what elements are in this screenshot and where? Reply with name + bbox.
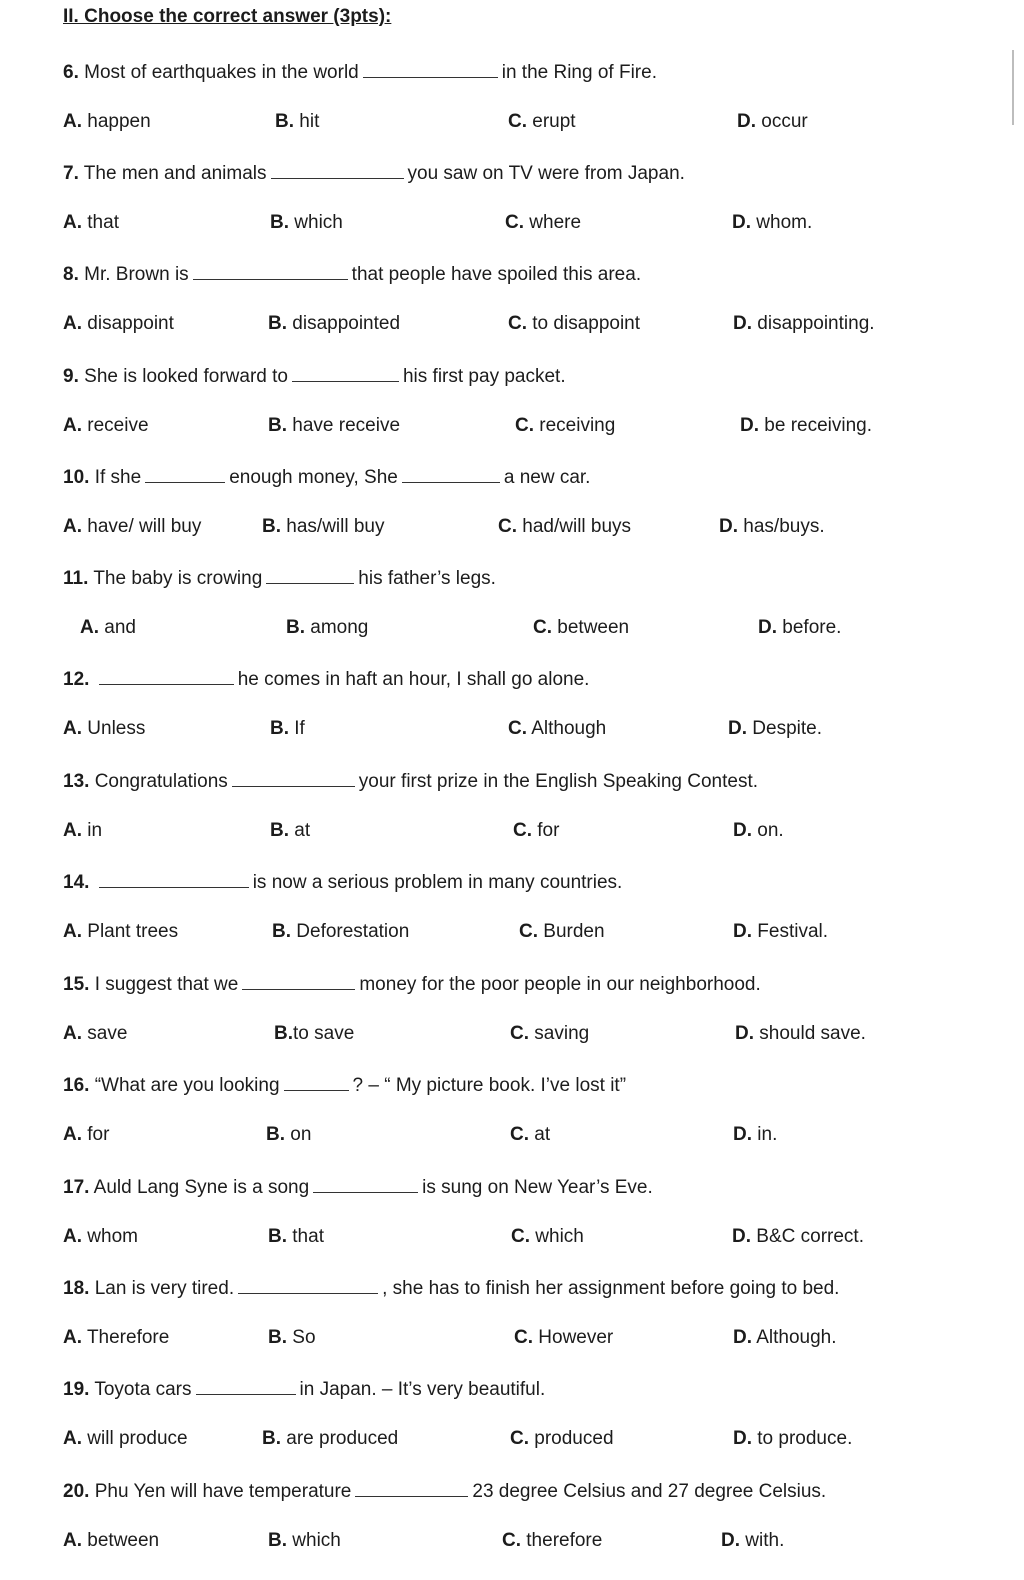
option-letter: C. xyxy=(510,1023,529,1044)
option-b[interactable] xyxy=(270,717,305,741)
question-11 xyxy=(63,566,496,590)
option-text: Therefore xyxy=(86,1327,170,1348)
question-8 xyxy=(63,262,641,286)
option-letter: A. xyxy=(63,1530,82,1551)
question-stem: Congratulations xyxy=(94,771,228,792)
question-number: 18. xyxy=(63,1278,90,1299)
option-text: disappointed xyxy=(292,313,401,334)
option-letter: C. xyxy=(519,921,538,942)
option-letter: C. xyxy=(508,111,527,132)
question-number: 17. xyxy=(63,1177,90,1198)
option-letter: B. xyxy=(275,111,294,132)
question-stem-end: , she has to finish her assignment before going to bed. xyxy=(382,1278,840,1299)
option-a[interactable] xyxy=(63,1529,159,1553)
option-letter: A. xyxy=(63,111,82,132)
question-17 xyxy=(63,1175,653,1199)
option-text: that xyxy=(292,1226,324,1247)
option-letter: B. xyxy=(268,415,287,436)
option-b[interactable] xyxy=(268,1225,324,1249)
option-letter: C. xyxy=(502,1530,521,1551)
option-text: before. xyxy=(782,617,842,638)
option-letter: B. xyxy=(272,921,291,942)
question-stem-end: is sung on New Year’s Eve. xyxy=(422,1177,653,1198)
option-text: which xyxy=(294,212,343,233)
answer-blank[interactable] xyxy=(99,667,234,685)
option-text: receive xyxy=(87,415,149,436)
question-stem-end: is now a serious problem in many countries. xyxy=(252,872,623,893)
option-a[interactable] xyxy=(63,312,174,336)
option-letter: C. xyxy=(515,415,534,436)
question-7 xyxy=(63,161,685,185)
option-b[interactable] xyxy=(268,414,400,438)
option-text: are produced xyxy=(286,1428,399,1449)
question-stem-end: his first pay packet. xyxy=(402,366,566,387)
answer-blank[interactable] xyxy=(363,60,498,78)
option-text: whom xyxy=(87,1226,138,1247)
option-letter: C. xyxy=(533,617,552,638)
option-d[interactable] xyxy=(733,819,784,843)
option-text: between xyxy=(87,1530,160,1551)
option-c[interactable] xyxy=(508,717,606,741)
option-letter: A. xyxy=(63,313,82,334)
answer-blank[interactable] xyxy=(402,465,500,483)
option-letter: B. xyxy=(262,1428,281,1449)
question-13 xyxy=(63,769,758,793)
option-letter: D. xyxy=(732,1226,751,1247)
scan-edge-line xyxy=(1012,50,1014,125)
option-a[interactable] xyxy=(63,1123,109,1147)
option-letter: C. xyxy=(498,516,517,537)
option-text: at xyxy=(534,1124,551,1145)
option-a[interactable] xyxy=(63,414,149,438)
option-d[interactable] xyxy=(740,414,872,438)
option-letter: D. xyxy=(733,313,752,334)
question-12 xyxy=(63,667,589,691)
question-15 xyxy=(63,972,761,996)
option-letter: B. xyxy=(286,617,305,638)
option-text: had/will buys xyxy=(522,516,632,537)
option-text: and xyxy=(104,617,136,638)
question-14 xyxy=(63,870,622,894)
question-number: 20. xyxy=(63,1481,90,1502)
option-c[interactable] xyxy=(508,312,640,336)
option-letter: D. xyxy=(719,516,738,537)
question-stem: I suggest that we xyxy=(94,974,239,995)
option-letter: B. xyxy=(270,212,289,233)
option-letter: B. xyxy=(268,313,287,334)
option-d[interactable] xyxy=(733,312,875,336)
question-number: 12. xyxy=(63,669,90,690)
option-letter: A. xyxy=(63,516,82,537)
option-letter: D. xyxy=(721,1530,740,1551)
option-letter: A. xyxy=(63,415,82,436)
option-text: on. xyxy=(757,820,784,841)
question-stem: She is looked forward to xyxy=(84,366,288,387)
option-a[interactable] xyxy=(63,1225,138,1249)
option-letter: A. xyxy=(63,1226,82,1247)
option-letter: B. xyxy=(266,1124,285,1145)
option-text: to disappoint xyxy=(532,313,641,334)
option-letter: C. xyxy=(514,1327,533,1348)
answer-blank[interactable] xyxy=(145,465,225,483)
question-stem: If she xyxy=(94,467,142,488)
option-letter: D. xyxy=(733,921,752,942)
option-text: receiving xyxy=(539,415,616,436)
option-text: disappointing. xyxy=(757,313,875,334)
option-text: saving xyxy=(534,1023,590,1044)
question-stem-end: in Japan. – It’s very beautiful. xyxy=(299,1379,546,1400)
option-letter: A. xyxy=(63,1124,82,1145)
option-c[interactable] xyxy=(510,1427,614,1451)
answer-blank[interactable] xyxy=(284,1073,349,1091)
question-18 xyxy=(63,1276,839,1300)
option-text: Burden xyxy=(543,921,605,942)
option-a[interactable] xyxy=(80,616,136,640)
option-text: However xyxy=(538,1327,614,1348)
option-b[interactable] xyxy=(268,312,400,336)
option-d[interactable] xyxy=(732,1225,864,1249)
question-number: 10. xyxy=(63,467,90,488)
option-text: will produce xyxy=(87,1428,188,1449)
option-text: Although. xyxy=(756,1327,837,1348)
option-d[interactable] xyxy=(733,1326,837,1350)
option-c[interactable] xyxy=(498,515,631,539)
question-stem-end: his father’s legs. xyxy=(358,568,496,589)
question-stem: Most of earthquakes in the world xyxy=(84,62,359,83)
option-letter: B. xyxy=(268,1327,287,1348)
option-c[interactable] xyxy=(510,1022,589,1046)
option-text: to produce. xyxy=(757,1428,853,1449)
option-c[interactable] xyxy=(505,211,581,235)
option-letter: B. xyxy=(262,516,281,537)
option-a[interactable] xyxy=(63,819,102,843)
option-text: Festival. xyxy=(757,921,829,942)
option-text: which xyxy=(535,1226,584,1247)
question-16 xyxy=(63,1073,626,1097)
option-letter: C. xyxy=(511,1226,530,1247)
question-stem: “What are you looking xyxy=(94,1075,280,1096)
option-text: on xyxy=(290,1124,312,1145)
option-d[interactable] xyxy=(733,1427,852,1451)
option-b[interactable] xyxy=(272,920,409,944)
option-letter: D. xyxy=(733,820,752,841)
question-number: 19. xyxy=(63,1379,90,1400)
question-20 xyxy=(63,1479,826,1503)
option-text: So xyxy=(292,1327,316,1348)
question-number: 15. xyxy=(63,974,90,995)
option-text: happen xyxy=(87,111,151,132)
question-stem-end: that people have spoiled this area. xyxy=(351,264,642,285)
option-b[interactable] xyxy=(286,616,368,640)
answer-blank[interactable] xyxy=(313,1175,418,1193)
question-6 xyxy=(63,60,657,84)
option-a[interactable] xyxy=(63,1022,127,1046)
option-letter: A. xyxy=(63,212,82,233)
question-stem-end: ? – “ My picture book. I’ve lost it” xyxy=(352,1075,627,1096)
answer-blank[interactable] xyxy=(266,566,354,584)
option-b[interactable] xyxy=(266,1123,311,1147)
question-number: 13. xyxy=(63,771,90,792)
option-letter: D. xyxy=(733,1327,752,1348)
option-letter: A. xyxy=(63,921,82,942)
answer-blank[interactable] xyxy=(242,972,355,990)
option-text: have receive xyxy=(292,415,401,436)
option-c[interactable] xyxy=(533,616,629,640)
question-stem-end: in the Ring of Fire. xyxy=(501,62,657,83)
option-b[interactable] xyxy=(270,819,310,843)
option-text: in xyxy=(87,820,103,841)
option-letter: C. xyxy=(513,820,532,841)
question-stem: Phu Yen will have temperature xyxy=(94,1481,352,1502)
option-text: at xyxy=(294,820,311,841)
option-letter: A. xyxy=(63,820,82,841)
question-number: 6. xyxy=(63,62,79,83)
option-b[interactable] xyxy=(275,110,319,134)
option-d[interactable] xyxy=(758,616,841,640)
option-text: be receiving. xyxy=(764,415,873,436)
option-text: whom. xyxy=(756,212,813,233)
option-d[interactable] xyxy=(733,920,828,944)
option-letter: C. xyxy=(510,1428,529,1449)
option-text: has/will buy xyxy=(286,516,385,537)
option-text: Although xyxy=(531,718,607,739)
option-c[interactable] xyxy=(515,414,615,438)
option-letter: B. xyxy=(270,820,289,841)
question-number: 14. xyxy=(63,872,90,893)
question-stem: Toyota cars xyxy=(94,1379,192,1400)
option-text: disappoint xyxy=(87,313,174,334)
option-text: that xyxy=(87,212,119,233)
answer-blank[interactable] xyxy=(193,262,348,280)
question-stem-end: you saw on TV were from Japan. xyxy=(407,163,685,184)
question-stem-end: your first prize in the English Speaking Contest. xyxy=(358,771,759,792)
option-letter: C. xyxy=(510,1124,529,1145)
option-letter: C. xyxy=(505,212,524,233)
option-d[interactable] xyxy=(735,1022,866,1046)
answer-blank[interactable] xyxy=(271,161,404,179)
option-text: between xyxy=(557,617,630,638)
option-text: erupt xyxy=(532,111,576,132)
option-d[interactable] xyxy=(719,515,825,539)
option-letter: D. xyxy=(732,212,751,233)
question-9 xyxy=(63,364,566,388)
option-letter: D. xyxy=(733,1428,752,1449)
option-c[interactable] xyxy=(511,1225,584,1249)
option-letter: C. xyxy=(508,718,527,739)
option-letter: B. xyxy=(274,1023,293,1044)
option-text: If xyxy=(294,718,305,739)
question-number: 7. xyxy=(63,163,79,184)
option-text: occur xyxy=(761,111,808,132)
option-letter: A. xyxy=(63,1023,82,1044)
option-text: hit xyxy=(299,111,320,132)
question-stem: Auld Lang Syne is a song xyxy=(93,1177,310,1198)
question-stem-end: 23 degree Celsius and 27 degree Celsius. xyxy=(472,1481,827,1502)
answer-blank[interactable] xyxy=(355,1479,468,1497)
option-a[interactable] xyxy=(63,717,145,741)
option-d[interactable] xyxy=(728,717,822,741)
option-text: has/buys. xyxy=(743,516,825,537)
option-letter: C. xyxy=(508,313,527,334)
option-d[interactable] xyxy=(733,1123,777,1147)
question-stem-end: a new car. xyxy=(503,467,591,488)
option-a[interactable] xyxy=(63,1427,188,1451)
option-text: should save. xyxy=(759,1023,866,1044)
option-letter: D. xyxy=(733,1124,752,1145)
option-text: have/ will buy xyxy=(87,516,202,537)
question-stem-end: money for the poor people in our neighborhood. xyxy=(359,974,761,995)
option-text: for xyxy=(537,820,560,841)
question-number: 16. xyxy=(63,1075,90,1096)
option-text: save xyxy=(87,1023,128,1044)
option-letter: D. xyxy=(735,1023,754,1044)
option-b[interactable] xyxy=(262,1427,398,1451)
option-text: where xyxy=(529,212,582,233)
answer-blank[interactable] xyxy=(238,1276,378,1294)
option-letter: D. xyxy=(740,415,759,436)
section-title: II. Choose the correct answer (3pts): xyxy=(63,6,392,27)
option-text: Despite. xyxy=(752,718,822,739)
option-text: B&C correct. xyxy=(756,1226,864,1247)
option-c[interactable] xyxy=(508,110,576,134)
option-text: produced xyxy=(534,1428,614,1449)
option-d[interactable] xyxy=(721,1529,784,1553)
option-letter: D. xyxy=(728,718,747,739)
option-text: for xyxy=(87,1124,110,1145)
option-letter: B. xyxy=(268,1226,287,1247)
option-a[interactable] xyxy=(63,920,178,944)
question-stem: The men and animals xyxy=(83,163,267,184)
option-letter: A. xyxy=(63,1327,82,1348)
option-text: which xyxy=(292,1530,341,1551)
question-stem-end: he comes in haft an hour, I shall go alone. xyxy=(237,669,590,690)
question-number: 11. xyxy=(63,568,89,589)
option-c[interactable] xyxy=(514,1326,613,1350)
option-text: Unless xyxy=(87,718,146,739)
question-19 xyxy=(63,1377,545,1401)
option-d[interactable] xyxy=(732,211,812,235)
option-letter: B. xyxy=(268,1530,287,1551)
option-text: therefore xyxy=(526,1530,603,1551)
option-c[interactable] xyxy=(513,819,559,843)
question-number: 9. xyxy=(63,366,79,387)
option-b[interactable] xyxy=(274,1022,354,1046)
question-stem-middle: enough money, She xyxy=(229,467,398,488)
option-d[interactable] xyxy=(737,110,808,134)
option-text: Deforestation xyxy=(296,921,410,942)
option-letter: D. xyxy=(758,617,777,638)
option-a[interactable] xyxy=(63,110,151,134)
option-letter: A. xyxy=(80,617,99,638)
option-text: with. xyxy=(745,1530,785,1551)
option-b[interactable] xyxy=(268,1529,341,1553)
option-a[interactable] xyxy=(63,211,119,235)
option-c[interactable] xyxy=(510,1123,550,1147)
answer-blank[interactable] xyxy=(196,1377,296,1395)
option-text: Plant trees xyxy=(87,921,179,942)
option-a[interactable] xyxy=(63,515,201,539)
option-text: among xyxy=(310,617,369,638)
option-a[interactable] xyxy=(63,1326,169,1350)
question-stem: The baby is crowing xyxy=(93,568,263,589)
option-letter: D. xyxy=(737,111,756,132)
question-stem: Lan is very tired. xyxy=(94,1278,235,1299)
answer-blank[interactable] xyxy=(232,769,355,787)
option-text: to save xyxy=(293,1023,355,1044)
option-b[interactable] xyxy=(262,515,385,539)
question-10 xyxy=(63,465,590,489)
option-b[interactable] xyxy=(268,1326,316,1350)
option-text: in. xyxy=(757,1124,778,1145)
question-stem: Mr. Brown is xyxy=(84,264,189,285)
option-letter: A. xyxy=(63,1428,82,1449)
answer-blank[interactable] xyxy=(99,870,249,888)
option-c[interactable] xyxy=(519,920,605,944)
option-letter: A. xyxy=(63,718,82,739)
question-number: 8. xyxy=(63,264,79,285)
option-b[interactable] xyxy=(270,211,343,235)
option-letter: B. xyxy=(270,718,289,739)
answer-blank[interactable] xyxy=(292,364,399,382)
option-c[interactable] xyxy=(502,1529,602,1553)
